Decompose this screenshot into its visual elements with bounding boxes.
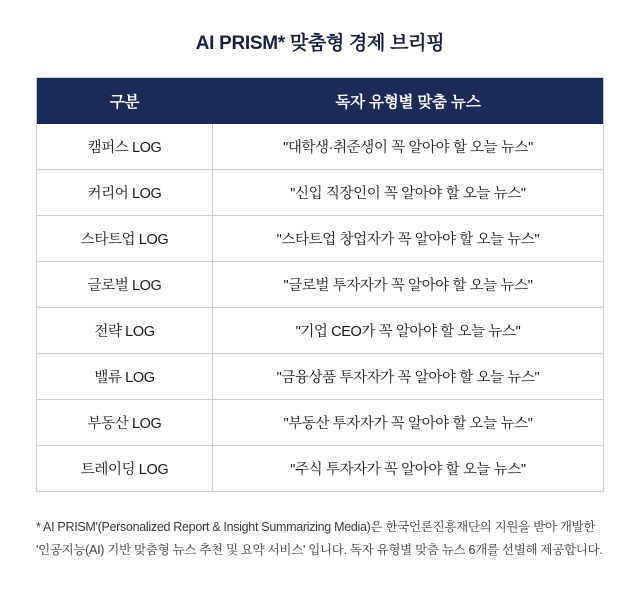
table-header-row xyxy=(37,78,603,124)
cell-category: 트레이딩 LOG xyxy=(37,446,212,492)
table-row xyxy=(37,446,603,492)
cell-category: 커리어 LOG xyxy=(37,170,212,216)
cell-news: "글로벌 투자자가 꼭 알아야 할 오늘 뉴스" xyxy=(212,262,603,308)
cell-category: 글로벌 LOG xyxy=(37,262,212,308)
table-header xyxy=(37,78,603,124)
table-row xyxy=(37,354,603,400)
cell-category: 부동산 LOG xyxy=(37,400,212,446)
table-row xyxy=(37,400,603,446)
briefing-table xyxy=(37,78,603,492)
table-row xyxy=(37,216,603,262)
cell-news: "기업 CEO가 꼭 알아야 할 오늘 뉴스" xyxy=(212,308,603,354)
cell-category: 전략 LOG xyxy=(37,308,212,354)
footnote-text: * AI PRISM'(Personalized Report & Insight Summarizing Media)은 한국언론진흥재단의 지원을 받아 개발한 '인공지능(AI) 기반 맞춤형 뉴스 추천 및 요약 서비스' 입니다. 독자 유형별 맞춤 뉴스 6개를 선별해 제공합니다. xyxy=(36,520,603,558)
cell-category: 스타트업 LOG xyxy=(37,216,212,262)
page-title: AI PRISM* 맞춤형 경제 브리핑 xyxy=(195,33,445,54)
table-row xyxy=(37,262,603,308)
column-header-category: 구분 xyxy=(37,78,212,124)
table-row xyxy=(37,170,603,216)
briefing-table-container xyxy=(36,77,604,492)
cell-news: "대학생·취준생이 꼭 알아야 할 오늘 뉴스" xyxy=(212,124,603,170)
cell-news: "금융상품 투자자가 꼭 알아야 할 오늘 뉴스" xyxy=(212,354,603,400)
cell-news: "주식 투자자가 꼭 알아야 할 오늘 뉴스" xyxy=(212,446,603,492)
cell-news: "신입 직장인이 꼭 알아야 할 오늘 뉴스" xyxy=(212,170,603,216)
cell-category: 밸류 LOG xyxy=(37,354,212,400)
table-row xyxy=(37,124,603,170)
column-header-news: 독자 유형별 맞춤 뉴스 xyxy=(212,78,603,124)
cell-news: "스타트업 창업자가 꼭 알아야 할 오늘 뉴스" xyxy=(212,216,603,262)
table-row xyxy=(37,308,603,354)
cell-news: "부동산 투자자가 꼭 알아야 할 오늘 뉴스" xyxy=(212,400,603,446)
cell-category: 캠퍼스 LOG xyxy=(37,124,212,170)
table-body xyxy=(37,124,603,492)
